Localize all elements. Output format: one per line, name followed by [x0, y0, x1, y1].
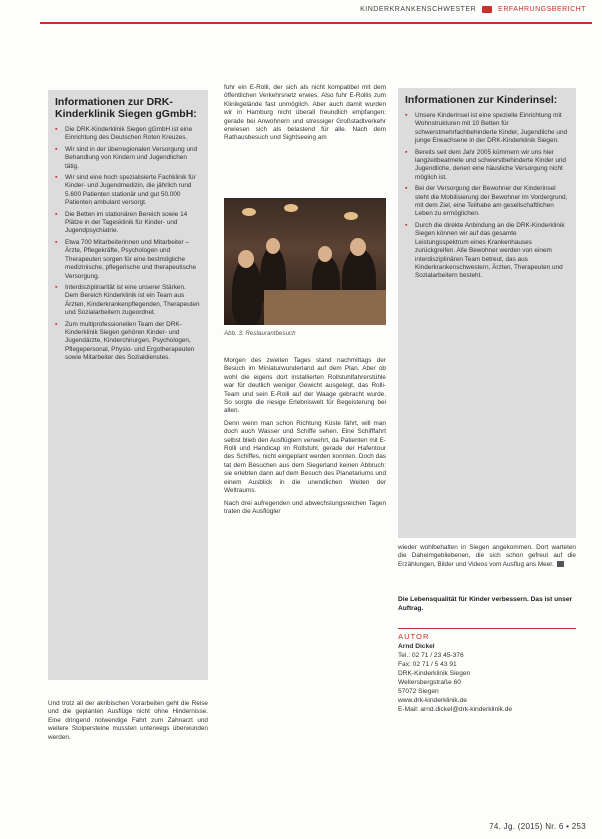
body-text-left [48, 700, 208, 746]
face-shape [350, 238, 366, 256]
info-box-kinderinsel [398, 88, 576, 538]
info-box-title: Informationen zur DRK-Kinderklinik Siegen gGmbH: [55, 96, 197, 120]
paragraph: Und trotz all der akribischen Vorarbeiten geht die Reise und die geplanten Ausflüge nicht ohne Hindernisse. Eine dringend notwendige Fahrt zum Zahnarzt und weitere Stolpersteine mussten unterwegs überwunden werden. [48, 700, 208, 741]
header-separator-icon [482, 6, 492, 13]
info-box-drk-kinderklinik [48, 90, 208, 680]
body-text-middle-top [224, 84, 386, 147]
face-shape [318, 246, 332, 262]
paragraph [398, 544, 576, 569]
author-fax: Fax: 02 71 / 5 43 91 [398, 661, 457, 668]
paragraph: Denn wenn man schon Richtung Küste fährt, will man doch auch Wasser und Schiffe sehen. Eine Schifffahrt selbst blieb den Ausflüglern verwehrt, da Patienten mit E-Rolli und Handicap im Rollstuhl, gerade der Hafentour des Schiffes, nicht eingeplant werden konnten. Doch das tat dem Besuchen aus dem Siegerland keinen Abbruch: sie erlebten dann auf dem Besuch des Planetariums und einem Ausblick in die unendlichen Weiten der Weltraums. [224, 419, 386, 495]
paragraph: Nach drei aufregenden und abwechslungsreichen Tagen traten die Ausflügler [224, 499, 386, 515]
list-item: ▪ Unsere Kinderinsel ist eine spezielle Einrichtung mit Wohnstrukturen mit 10 Betten für schwerstmehrfachbehinderte Kinder, Jugendliche und junge Erwachsene in der DRK-Kinderklinik Siegen. [405, 112, 569, 146]
info-box-title: Informationen zur Kinderinsel: [405, 94, 558, 106]
author-email[interactable]: E-Mail: arnd.dickel@drk-kinderklinik.de [398, 706, 513, 713]
body-text-middle-bottom [224, 357, 386, 520]
lamp-shape [242, 208, 256, 216]
lamp-shape [284, 204, 298, 212]
header-category: ERFAHRUNGSBERICHT [498, 6, 586, 13]
page-header [360, 6, 586, 13]
list-item: ▪ Wir sind eine hoch spezialisierte Fachklinik für Kinder- und Jugendmedizin, die jährlich rund 5.600 Patienten stationär und gut 50.000 Patienten ambulant versorgt. [55, 174, 201, 208]
end-of-article-icon [557, 561, 564, 567]
list-item: ▪ Die DRK-Kinderklinik Siegen gGmbH ist eine Einrichtung des Deutschen Roten Kreuzes. [55, 126, 201, 143]
author-phone: Tel.: 02 71 / 23 45-376 [398, 652, 464, 659]
table-shape [264, 290, 386, 325]
author-street: Wellersbergstraße 60 [398, 679, 461, 686]
paragraph: Morgen des zweiten Tages stand nachmittags der Besuch im Miniaturwunderland auf dem Plan. Aber ob wohl die eigens dort installierten Rollstuhlfahrerstühle war für deutlich weniger Gewicht ausgelegt, das Rolli-Team und sein E-Rolli auf der Waage gebracht wurde. So sorgte die riesige Erlebniswelt für Begeisterung bei allen. [224, 357, 386, 415]
list-item: ▪ Die Betten im stationären Bereich sowie 14 Plätze in der Tagesklinik für Kinder- und Jugendpsychiatrie. [55, 211, 201, 236]
author-block [398, 642, 576, 714]
list-item: ▪ Durch die direkte Anbindung an die DRK-Kinderklinik Siegen können wir auf das gesamte Leistungsspektrum eines Krankenhauses zurückgreifen. Alle Bewohner werden von einem interdisziplinären Team betreut, das aus Kinderkrankenschwestern, Ärzten, Therapeuten und Sozialarbeitern besteht. [405, 222, 569, 281]
author-website[interactable]: www.drk-kinderklinik.de [398, 697, 467, 704]
restaurant-photo [224, 198, 386, 325]
face-shape [266, 238, 280, 254]
person-shape [232, 258, 262, 325]
author-label: AUTOR [398, 628, 576, 641]
list-item: ▪ Bei der Versorgung der Bewohner der Kinderinsel steht die Mobilisierung der Bewohner im Vordergrund, mit dem Ziel, eine Teilhabe am gesellschaftlichen Leben zu ermöglichen. [405, 185, 569, 219]
closing-statement: Die Lebensqualität für Kinder verbessern. Das ist unser Auftrag. [398, 596, 573, 612]
list-item: ▪ Etwa 700 Mitarbeiterinnen und Mitarbeiter – Ärzte, Pflegekräfte, Psychologen und Therapeuten sorgen für eine bestmögliche medizinische, pflegerische und therapeutische Versorgung. [55, 239, 201, 281]
list-item: ▪ Wir sind in der überregionalen Versorgung und Behandlung von Kindern und Jugendlichen tätig. [55, 146, 201, 171]
paragraph-text: wieder wohlbehalten in Siegen angekommen. Dort warteten die Daheimgebliebenen, die sich schon gefreut auf die Erzählungen, Bilder und Videos vom Ausflug ans Meer. [398, 544, 576, 568]
list-item: ▪ Interdisziplinarität ist eine unserer Stärken. Dem Bereich Kinderklinik ist ein Team aus Ärzten, Kinderkrankenpflegenden, Therapeuten und Sozialarbeitern zugeordnet. [55, 284, 201, 318]
list-item: ▪ Zum multiprofessionellen Team der DRK-Kinderklinik Siegen gehören Kinder- und Jugendärzte, Kinderchirurgen, Psychologen, Pflegepersonal, Physio- und Ergotherapeuten sowie Mitarbeiter des Sozialdienstes. [55, 321, 201, 363]
author-organization: DRK-Kinderklinik Siegen [398, 670, 471, 677]
info-box-list [55, 126, 201, 363]
paragraph: fuhr ein E-Rolli, der sich als nicht kompatibel mit dem öffentlichen Verkehrsnetz erwies. Also fuhr E-Rollis zum Klinikgelände fast unmöglich. Aber auch damit wurden wir in Hamburg nicht überall freundlich empfangen: gerade bei Anwohnern und stressiger Großstadtverkehr erwiesen sich als belastend für alle. Nach dem Rathausbesuch und Sightseeing am [224, 84, 386, 142]
page-footer: 74. Jg. (2015) Nr. 6 • 253 [489, 822, 586, 831]
header-rule [40, 22, 592, 24]
list-item: ▪ Bereits seit dem Jahr 2005 kümmern wir uns hier langzeitbeatmete und schwerstbehinderte Kinder und Jugendliche, denen eine häusliche Versorgung nicht möglich ist. [405, 149, 569, 183]
body-text-right [398, 544, 576, 573]
author-name: Arnd Dickel [398, 643, 435, 650]
author-city: 57072 Siegen [398, 688, 439, 695]
photo-caption: Abb. 3: Restaurantbesuch [224, 330, 296, 337]
header-section: KINDERKRANKENSCHWESTER [360, 6, 477, 13]
face-shape [238, 250, 254, 268]
info-box-list [405, 112, 569, 281]
lamp-shape [344, 212, 358, 220]
